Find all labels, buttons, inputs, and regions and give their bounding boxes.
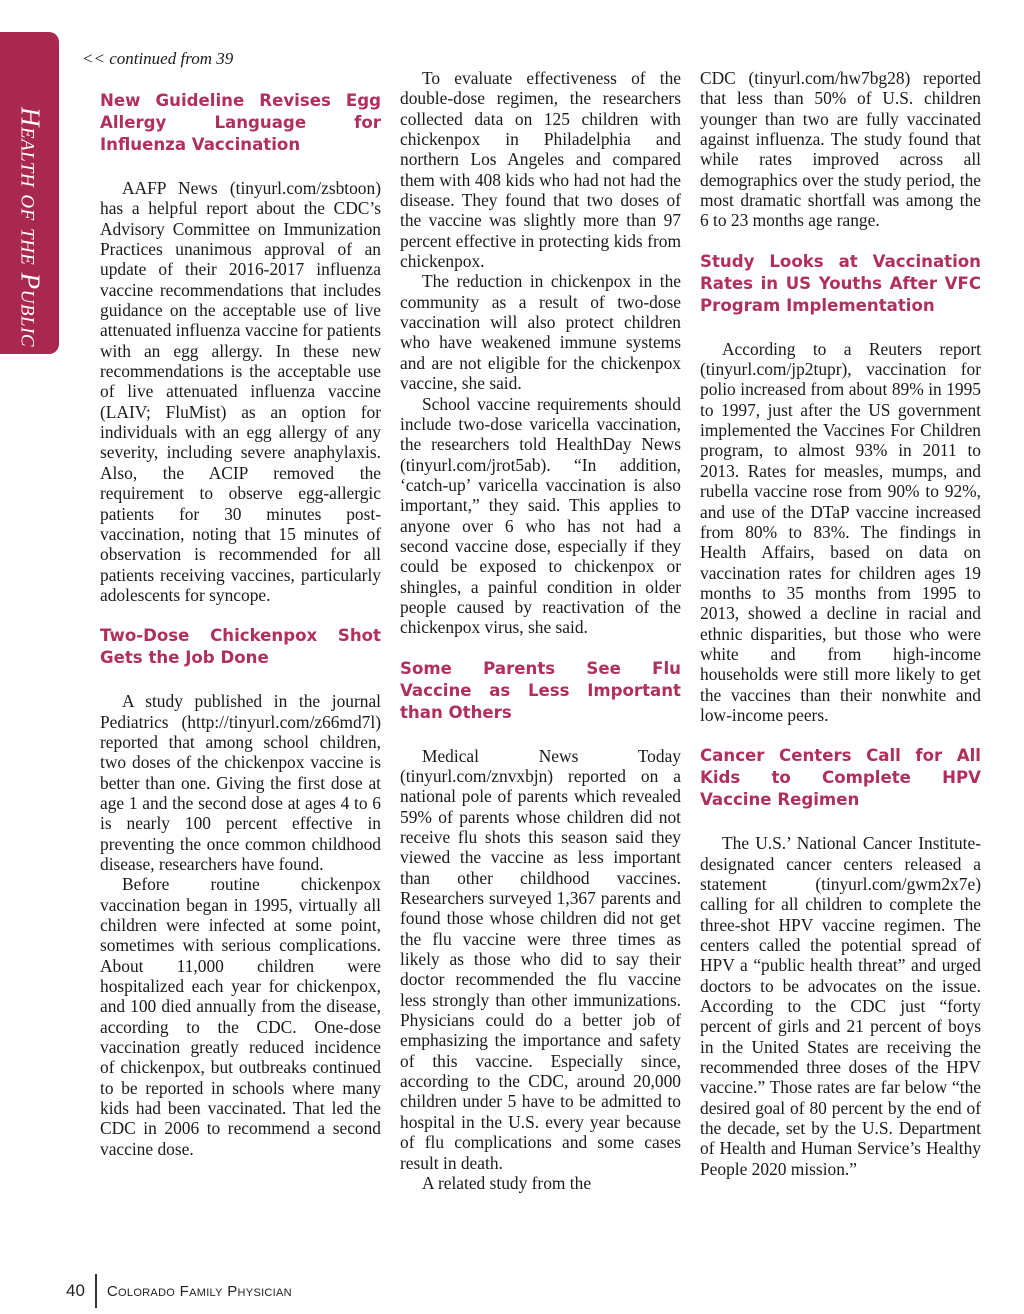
article-heading-flu-vaccine: Some Parents See Flu Vaccine as Less Important than Others: [400, 658, 681, 722]
column-2: [400, 68, 681, 1193]
article-paragraph: Medical News Today (tinyurl.com/znvxbjn) reported on a national pole of parents which revealed 59% of parents whose children did not receive flu shots this season said they viewed the vaccine as less important than other childhood vaccines. Researchers surveyed 1,367 parents and found those whose children did not get the flu vaccine were three times as likely as those who did to say their doctor recommended the flu vaccine less strongly than other immunizations. Physicians could do a better job of emphasizing the importance and safety of this vaccine. Especially since, according to the CDC, around 20,000 children under 5 have to be admitted to hospital in the U.S. every year because of flu complications and some cases result in death.: [400, 745, 681, 1173]
publication-name: Colorado Family Physician: [106, 1282, 292, 1300]
article-heading-chickenpox: Two-Dose Chickenpox Shot Gets the Job Done: [100, 626, 381, 668]
article-heading-hpv-vaccine: Cancer Centers Call for All Kids to Complete HPV Vaccine Regimen: [700, 746, 981, 810]
page-number: 40: [66, 1281, 85, 1300]
continued-note: << continued from 39: [82, 49, 234, 68]
section-tab-label: Health of the Public: [15, 106, 46, 348]
article-paragraph: The reduction in chickenpox in the community as a result of two-dose vaccination will also protect children who have weakened immune systems and are not eligible for the chickenpox vaccine, she said.: [400, 271, 681, 394]
page-footer: [66, 1274, 292, 1308]
article-paragraph: AAFP News (tinyurl.com/zsbtoon) has a helpful report about the CDC’s Advisory Committee on Immunization Practices unanimous approval of an update of their 2016-2017 influenza vaccine recommendations that includes guidance on the acceptable use of live attenuated influenza vaccine for patients with an egg allergy. In these new recommendations is the acceptable use of live attenuated influenza vaccine (LAIV; FluMist) as an option for individuals with an egg allergy of any severity, including severe anaphylaxis. Also, the ACIP removed the requirement to observe egg-allergic patients for 30 minutes post-vaccination, noting that 15 minutes of observation is recommended for all patients receiving vaccines, particularly adolescents for syncope.: [100, 178, 382, 605]
column-1: [100, 90, 381, 1159]
article-paragraph: A related study from the: [422, 1172, 592, 1193]
column-3: [700, 68, 981, 1179]
article-heading-vfc-program: Study Looks at Vaccination Rates in US Youths After VFC Program Implementation: [700, 251, 981, 315]
article-paragraph: CDC (tinyurl.com/hw7bg28) reported that less than 50% of U.S. children younger than two are fully vaccinated against influenza. The study found that while rates improved across all demographics over the study period, the most dramatic shortfall was among the 6 to 23 months age range.: [700, 68, 981, 231]
article-paragraph: School vaccine requirements should include two-dose varicella vaccination, the researchers told HealthDay News (tinyurl.com/jrot5ab). “In addition, ‘catch-up’ varicella vaccination is also important,” they said. This applies to anyone over 6 who has not had a second vaccine dose, especially if they could be exposed to chickenpox or shingles, a painful condition in older people caused by reactivation of the chickenpox virus, she said.: [400, 393, 681, 638]
article-heading-egg-allergy: New Guideline Revises Egg Allergy Language for Influenza Vaccination: [100, 91, 381, 154]
article-paragraph: Before routine chickenpox vaccination began in 1995, virtually all children were infected at some point, sometimes with serious complications. About 11,000 children were hospitalized each year for chickenpox, and 100 died annually from the disease, according to the CDC. One-dose vaccination greatly reduced incidence of chickenpox, but outbreaks continued to be reported in schools where many kids had been vaccinated. That led the CDC in 2006 to recommend a second vaccine dose.: [100, 874, 381, 1159]
article-paragraph: A study published in the journal Pediatrics (http://tinyurl.com/z66md7l) reported that among school children, two doses of the chickenpox vaccine is better than one. Giving the first dose at age 1 and the second dose at ages 4 to 6 is nearly 100 percent effective in preventing the once common childhood disease, researchers have found.: [100, 691, 381, 874]
footer-divider: [95, 1274, 97, 1308]
article-paragraph: The U.S.’ National Cancer Institute-designated cancer centers released a statement (tinyurl.com/gwm2x7e) calling for all children to complete the three-shot HPV vaccine regimen. The centers called the potential spread of HPV a “public health threat” and urged doctors to be advocates on the issue. According to the CDC just “forty percent of girls and 21 percent of boys in the United States are receiving the recommended three doses of the HPV vaccine.” Those rates are far below “the desired goal of 80 percent by the end of the decade, set by the U.S. Department of Health and Human Service’s Healthy People 2020 mission.”: [700, 833, 981, 1179]
article-paragraph: According to a Reuters report (tinyurl.com/jp2tupr), vaccination for polio increased from about 89% in 1995 to 1997, just after the US government implemented the Vaccines For Children program, to almost 93% in 2011 to 2013. Rates for measles, mumps, and rubella vaccine rose from 90% to 92%, and use of the DTaP vaccine increased from 80% to 83%. The findings in Health Affairs, based on data on vaccination rates for children ages 19 months to 35 months from 1995 to 2013, showed a decline in racial and ethnic disparities, but those who were white and from high-income households were still more likely to get the vaccines than their nonwhite and low-income peers.: [700, 338, 981, 725]
article-paragraph: To evaluate effectiveness of the double-dose regimen, the researchers collected data on 125 children with chickenpox in Philadelphia and northern Los Angeles and compared them with 408 kids who had not had the disease. They found that two doses of the vaccine was slightly more than 97 percent effective in protecting kids from chickenpox.: [400, 68, 681, 272]
section-tab: [0, 32, 59, 354]
